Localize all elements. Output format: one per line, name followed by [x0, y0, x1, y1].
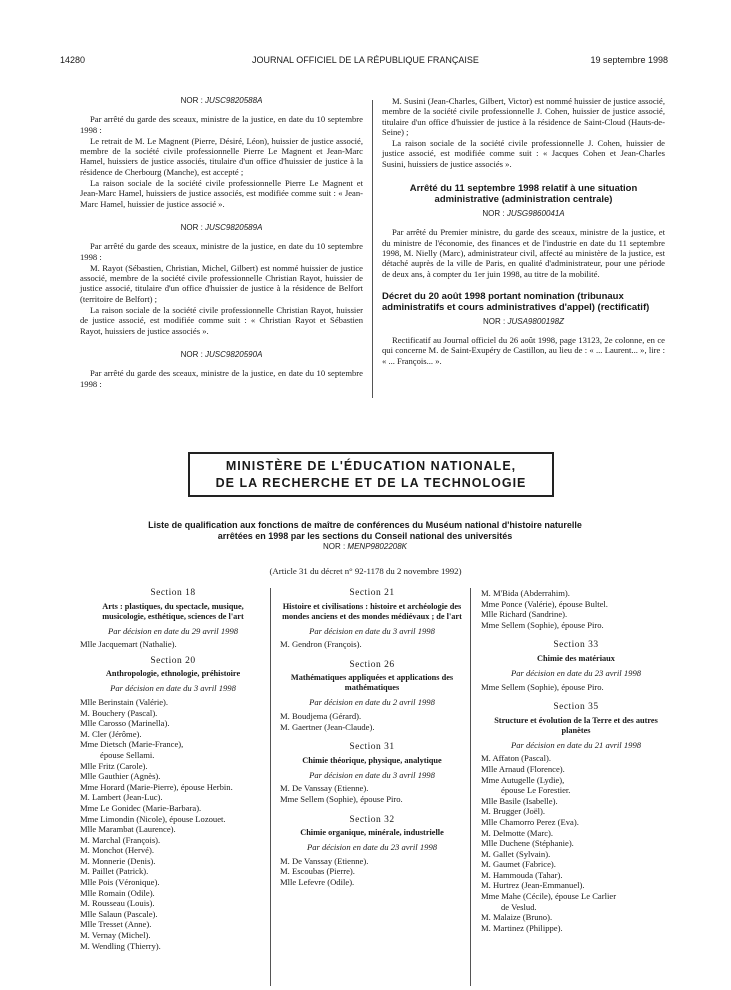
list-item: Mlle Basile (Isabelle). [481, 795, 558, 806]
nor-reference: NOR : MENP9802208K [322, 542, 408, 551]
right-column [382, 96, 665, 367]
list-item: Mme Horard (Marie-Pierre), épouse Herbin. [80, 781, 233, 792]
list-item: Mme Dietsch (Marie-France), [80, 739, 184, 750]
name-list [481, 588, 671, 630]
discipline: Structure et évolution de la Terre et des autres planètes [494, 715, 658, 735]
list-item: Mme Ponce (Valérie), épouse Bultel. [481, 598, 608, 609]
list-item: M. Gaumet (Fabrice). [481, 859, 556, 870]
decision-date: Par décision en date du 29 avril 1998 [107, 625, 239, 636]
ministry-line: DE LA RECHERCHE ET DE LA TECHNOLOGIE [215, 476, 527, 490]
list-item: Mlle Gauthier (Agnès). [80, 771, 161, 782]
nor-reference: NOR : JUSC9820588A [180, 96, 263, 105]
nor-reference: NOR : JUSC9820589A [180, 222, 263, 232]
decision-date: Par décision en date du 3 avril 1998 [309, 625, 435, 636]
list-item: M. Hammouda (Tahar). [481, 869, 563, 880]
list-item: M. Affaton (Pascal). [481, 753, 552, 764]
name-list [481, 682, 671, 693]
page-number: 14280 [60, 55, 86, 65]
ministry-line: MINISTÈRE DE L'ÉDUCATION NATIONALE, [225, 459, 517, 473]
list-item: Mlle Chamorro Perez (Eva). [481, 816, 579, 827]
list-item: Mlle Carosso (Marinella). [80, 718, 170, 729]
list-item: Mme Limondin (Nicole), épouse Lozouet. [80, 813, 226, 824]
list-item: M. Hurtrez (Jean-Emmanuel). [481, 880, 585, 891]
section-title: Section 33 [553, 640, 599, 651]
list-item: M. Lambert (Jean-Luc). [80, 792, 163, 803]
list-item: M. Monnerie (Denis). [80, 855, 156, 866]
section-title: Section 31 [349, 742, 395, 753]
list-item: Mlle Salaun (Pascale). [80, 908, 158, 919]
list-item: M. Bouchery (Pascal). [80, 707, 158, 718]
section-title: Section 18 [150, 588, 196, 598]
section-title: Section 32 [349, 814, 395, 825]
list-item: Mme Mahe (Cécile), épouse Le Carlier [481, 891, 617, 902]
list-item: M. Monchot (Hervé). [80, 845, 154, 856]
name-list [280, 711, 464, 732]
list-item: Mlle Lefevre (Odile). [280, 876, 355, 887]
discipline: Chimie théorique, physique, analytique [302, 755, 442, 765]
section-title: Section 26 [349, 659, 395, 670]
column-divider [270, 588, 271, 986]
decision-date: Par décision en date du 3 avril 1998 [110, 683, 236, 694]
paragraph: M. Rayot (Sébastien, Christian, Michel, Gilbert) est nommé huissier de justice associé, membre de la société civile professionnelle Christian Rayot, huissier de justice associé, titulaire d'un office d'huissier de justice à la résidence de Belfort (territoire de Belfort) ; [80, 262, 363, 304]
list-item: M. Marchal (François). [80, 834, 161, 845]
paragraph: M. Susini (Jean-Charles, Gilbert, Victor) est nommé huissier de justice associé, membre de la société civile professionnelle J. Cohen, huissier de justice associé, titulaire d'un office d'huissier de justice à la résidence de Saint-Cloud (Hauts-de-Seine) ; [382, 96, 665, 137]
section-column-1 [80, 588, 266, 951]
section-title: Section 21 [349, 588, 395, 598]
paragraph: La raison sociale de la société civile professionnelle Pierre Le Magnent et Jean-Marc Hamel, huissiers de justice associés, est modifiée comme suit : « Jean-Marc Hamel, huissier de justice associé ». [80, 178, 363, 209]
list-item: Mme Sellem (Sophie), épouse Piro. [481, 681, 604, 692]
list-item: M. Vernay (Michel). [80, 930, 151, 941]
list-item: Mlle Fritz (Carole). [80, 760, 148, 771]
list-item: M. Brugger (Joël). [481, 806, 545, 817]
discipline: Chimie des matériaux [537, 653, 615, 663]
list-item: Mlle Richard (Sandrine). [481, 609, 568, 620]
list-item: M. Escoubas (Pierre). [280, 866, 355, 877]
list-item: Mme Sellem (Sophie), épouse Piro. [481, 619, 604, 630]
name-list [280, 783, 464, 804]
name-list [481, 753, 671, 933]
name-list [80, 639, 266, 650]
list-item: épouse Sellami. [100, 749, 155, 760]
discipline: Arts : plastiques, du spectacle, musique, musicologie, esthétique, sciences de l'art [102, 601, 244, 621]
list-item: M. De Vanssay (Etienne). [280, 855, 369, 866]
list-item: Mlle Arnaud (Florence). [481, 763, 565, 774]
list-item: M. Wendling (Thierry). [80, 940, 161, 951]
list-item: M. Delmotte (Marc). [481, 827, 554, 838]
list-item: Mlle Marambat (Laurence). [80, 824, 176, 835]
list-item: Mlle Duchene (Stéphanie). [481, 838, 574, 849]
decision-date: Par décision en date du 21 avril 1998 [510, 739, 642, 750]
list-item: de Veslud. [501, 901, 537, 912]
list-item: M. Cler (Jérôme). [80, 728, 142, 739]
paragraph: Par arrêté du garde des sceaux, ministre de la justice, en date du 10 septembre 1998 : [80, 241, 363, 262]
list-item: Mlle Tresset (Anne). [80, 919, 152, 930]
paragraph: Par arrêté du garde des sceaux, ministre de la justice, en date du 10 septembre 1998 : [80, 368, 363, 389]
nor-reference: NOR : JUSG9860041A [482, 209, 565, 219]
header-date: 19 septembre 1998 [590, 55, 668, 65]
journal-title: JOURNAL OFFICIEL DE LA RÉPUBLIQUE FRANÇAISE [252, 55, 479, 65]
list-item: Mlle Romain (Odile). [80, 887, 155, 898]
paragraph: Rectificatif au Journal officiel du 26 août 1998, page 13123, 2e colonne, en ce qui concerne M. de Saint-Exupéry de Castillon, au lieu de : « ... Laurent... », lire : « ... François... ». [382, 335, 665, 366]
section-heading: Décret du 20 août 1998 portant nomination (tribunaux administratifs et cours administratives d'appel) (rectificatif) [382, 290, 650, 313]
name-list [280, 639, 464, 650]
article-reference: (Article 31 du décret n° 92-1178 du 2 novembre 1992) [269, 566, 462, 576]
list-item: M. Paillet (Patrick). [80, 866, 149, 877]
list-item: M. Gallet (Sylvain). [481, 848, 551, 859]
discipline: Mathématiques appliquées et applications des mathématiques [290, 673, 454, 693]
list-item: M. Malaize (Bruno). [481, 912, 553, 923]
list-item: M. Rousseau (Louis). [80, 898, 155, 909]
name-list [280, 856, 464, 888]
list-title-line: arrêtées en 1998 par les sections du Conseil national des universités [217, 530, 513, 541]
section-title: Section 20 [150, 655, 196, 666]
list-item: M. Gaertner (Jean-Claude). [280, 721, 375, 732]
decision-date: Par décision en date du 23 avril 1998 [306, 842, 438, 853]
section-column-2 [280, 588, 464, 888]
list-title-line: Liste de qualification aux fonctions de maître de conférences du Muséum national d'histoire naturelle [148, 520, 582, 530]
list-item: Mlle Pois (Véronique). [80, 877, 160, 888]
paragraph: Par arrêté du Premier ministre, du garde des sceaux, ministre de la justice, et du ministre de l'économie, des finances et de l'industrie en date du 11 septembre 1998, M. Nielly (Marc), administrateur civil, affecté au ministère de la justice, est détaché auprès de la ville de Paris, en qualité d'administrateur, pour une période de deux ans, à compter du 1er juin 1998, au titre de la mobilité. [382, 227, 665, 279]
decision-date: Par décision en date du 3 avril 1998 [309, 769, 435, 780]
section-column-3 [481, 588, 671, 933]
section-heading: Arrêté du 11 septembre 1998 relatif à une situation administrative (administration centrale) [409, 183, 638, 206]
paragraph: Par arrêté du garde des sceaux, ministre de la justice, en date du 10 septembre 1998 : [80, 114, 363, 135]
list-item: M. De Vanssay (Etienne). [280, 783, 369, 794]
list-item: M. Boudjema (Gérard). [280, 710, 362, 721]
list-item: épouse Le Forestier. [501, 785, 571, 796]
column-divider [372, 100, 373, 398]
list-item: Mme Sellem (Sophie), épouse Piro. [280, 793, 403, 804]
paragraph: La raison sociale de la société civile professionnelle Christian Rayot, huissier de justice associé, est modifiée comme suit : « Christian Rayot et Sébastien Rayot, huissiers de justice associés ». [80, 305, 363, 336]
section-title: Section 35 [553, 702, 599, 713]
list-item: M. M'Bida (Abderrahim). [481, 588, 570, 598]
list-item: M. Martinez (Philippe). [481, 922, 563, 933]
nor-reference: NOR : JUSA9800198Z [483, 316, 564, 326]
discipline: Anthropologie, ethnologie, préhistoire [105, 669, 241, 679]
paragraph: La raison sociale de la société civile professionnelle J. Cohen, huissier de justice associé, est modifiée comme suit : « Jacques Cohen et Jean-Charles Susini, huissiers de justice associés ». [382, 138, 665, 169]
list-item: Mme Le Gonidec (Marie-Barbara). [80, 802, 202, 813]
list-item: Mme Autugelle (Lydie), [481, 774, 565, 785]
list-item: Mlle Berinstain (Valérie). [80, 696, 169, 707]
decision-date: Par décision en date du 23 avril 1998 [510, 667, 642, 678]
paragraph: Le retrait de M. Le Magnent (Pierre, Désiré, Léon), huissier de justice associé, membre de la société civile professionnelle Pierre Le Magnent et Jean-Marc Hamel, huissiers de justice associés, titulaire d'un office d'huissier de justice à la résidence de Cherbourg (Manche), est accepté ; [80, 135, 363, 177]
decision-date: Par décision en date du 2 avril 1998 [309, 697, 435, 708]
name-list [80, 697, 266, 951]
list-item: Mlle Jacquemart (Nathalie). [80, 639, 177, 650]
left-column [80, 96, 363, 390]
discipline: Chimie organique, minérale, industrielle [300, 828, 444, 838]
list-item: M. Gendron (François). [280, 639, 362, 650]
nor-reference: NOR : JUSC9820590A [180, 349, 263, 359]
list-title [60, 520, 670, 553]
discipline: Histoire et civilisations : histoire et archéologie des mondes anciens et des mondes médiévaux ; de l'art [282, 601, 462, 621]
column-divider [470, 588, 471, 986]
ministry-header [188, 452, 554, 497]
